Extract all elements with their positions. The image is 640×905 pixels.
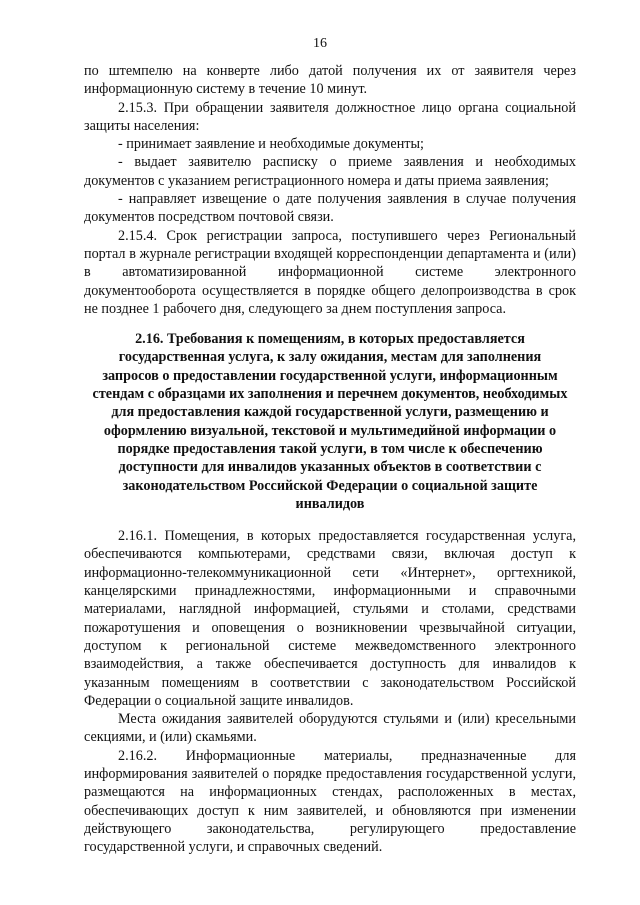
paragraph-2-16-2: 2.16.2. Информационные материалы, предназначенные для информирования заявителей о порядке предоставления государственной услуги, размещаются на информационных стендах, расположенных в местах, обеспечивающих доступ к ним заявителей, и обновляются при изменении действующего законодательства, регулирующего предоставление государственной услуги, и справочных сведений. bbox=[84, 747, 576, 856]
paragraph-2-16-1: 2.16.1. Помещения, в которых предоставляется государственная услуга, обеспечиваются компьютерами, средствами связи, включая доступ к информационно-телекоммуникационной сети «Интернет», оргтехникой, канцелярскими принадлежностями, информационными и справочными материалами, наглядной информацией, стульями и столами, средствами пожаротушения и оповещения о возникновении чрезвычайной ситуации, доступом к региональной системе межведомственного электронного взаимодействия, а также обеспечивается доступность для инвалидов к указанным помещениям в соответствии с законодательством Российской Федерации о социальной защите инвалидов. bbox=[84, 528, 576, 709]
section-heading-2-16: 2.16. Требования к помещениям, в которых предоставляется государственная услуга, к залу ожидания, местам для заполнения запросов о предоставлении государственной услуги, информационным стендам с образцами их заполнения и перечнем документов, необходимых для предоставления каждой государственной услуги, размещению и оформлению визуальной, текстовой и мультимедийной информации о порядке предоставления такой услуги, в том числе к обеспечению доступности для инвалидов указанных объектов в соответствии с законодательством Российской Федерации о социальной защите инвалидов bbox=[92, 331, 568, 512]
list-item-issues-receipt: - выдает заявителю расписку о приеме заявления и необходимых документов с указанием регистрационного номера и даты приема заявления; bbox=[84, 154, 576, 189]
page-number: 16 bbox=[313, 36, 327, 51]
paragraph-continuation: по штемпелю на конверте либо датой получения их от заявителя через информационную систему в течение 10 минут. bbox=[84, 63, 576, 98]
paragraph-2-15-3: 2.15.3. При обращении заявителя должностное лицо органа социальной защиты населения: bbox=[84, 99, 576, 134]
paragraph-waiting-places: Места ожидания заявителей оборудуются стульями и (или) кресельными секциями, и (или) скамьями. bbox=[84, 711, 576, 746]
list-item-sends-notice: - направляет извещение о дате получения заявления в случае получения документов посредством почтовой связи. bbox=[84, 191, 576, 226]
document-body bbox=[84, 62, 576, 856]
list-item-accepts-application: - принимает заявление и необходимые документы; bbox=[118, 136, 424, 153]
paragraph-2-15-4: 2.15.4. Срок регистрации запроса, поступившего через Региональный портал в журнале регистрации входящей корреспонденции департамента и (или) в автоматизированной информационной системе электронного документооборота осуществляется в порядке общего делопроизводства в срок не позднее 1 рабочего дня, следующего за днем поступления запроса. bbox=[84, 227, 576, 317]
